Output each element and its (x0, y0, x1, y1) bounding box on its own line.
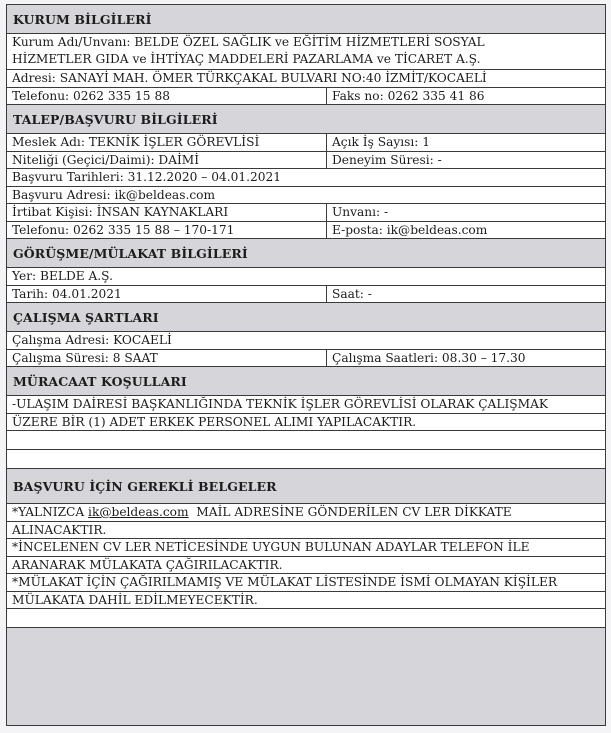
section-header-gorusme: GÖRÜŞME/MÜLAKAT BİLGİLERİ (7, 239, 605, 268)
job-posting-form (6, 4, 606, 726)
row-docs-line4 (7, 557, 605, 575)
section-header-muracaat: MÜRACAAT KOŞULLARI (7, 367, 605, 396)
row-job-name (7, 134, 605, 152)
row-work-address (7, 332, 605, 350)
row-docs-line6 (7, 592, 605, 610)
row-apply-address (7, 187, 605, 205)
row-interview-date (7, 286, 605, 304)
docs-line5: *MÜLAKAT İÇİN ÇAĞIRILMAMIŞ VE MÜLAKAT LİSTESİNDE İSMİ OLMAYAN KİŞİLER (12, 575, 558, 589)
job-nature: Niteliği (Geçici/Daimi): DAİMİ (7, 152, 327, 169)
section-header-talep: TALEP/BAŞVURU BİLGİLERİ (7, 105, 605, 134)
row-interview-place (7, 268, 605, 286)
conditions-line1: -ULAŞIM DAİRESİ BAŞKANLIĞINDA TEKNİK İŞLER GÖREVLİSİ OLARAK ÇALIŞMAK (12, 397, 548, 411)
interview-place: Yer: BELDE A.Ş. (12, 269, 113, 283)
experience: Deneyim Süresi: - (332, 152, 442, 167)
docs-line2: ALINACAKTIR. (12, 522, 107, 537)
row-empty (7, 431, 605, 450)
docs-line1 (7, 504, 605, 521)
row-conditions-line2 (7, 414, 605, 432)
institution-name-line1: Kurum Adı/Unvanı: BELDE ÖZEL SAĞLIK ve EĞİTİM HİZMETLERİ SOSYAL (12, 35, 485, 49)
row-contact (7, 204, 605, 222)
row-work-duration (7, 350, 605, 368)
row-conditions-line1 (7, 396, 605, 414)
interview-time: Saat: - (332, 286, 372, 301)
institution-phone: Telefonu: 0262 335 15 88 (7, 88, 327, 105)
open-positions: Açık İş Sayısı: 1 (332, 135, 431, 149)
work-hours: Çalışma Saatleri: 08.30 – 17.30 (332, 350, 526, 365)
contact-email: E-posta: ik@beldeas.com (332, 222, 488, 237)
work-duration: Çalışma Süresi: 8 SAAT (7, 350, 327, 367)
contact-title: Unvanı: - (332, 205, 389, 219)
row-phone-fax (7, 88, 605, 106)
application-address: Başvuru Adresi: ik@beldeas.com (12, 187, 216, 202)
row-contact-phone (7, 222, 605, 240)
row-empty (7, 450, 605, 469)
docs-line1-prefix: *YALNIZCA (12, 505, 89, 519)
footer-gray-strip (7, 628, 605, 725)
row-empty (7, 609, 605, 628)
job-name: Meslek Adı: TEKNİK İŞLER GÖREVLİSİ (7, 134, 327, 151)
institution-name (7, 34, 605, 69)
contact-phone: Telefonu: 0262 335 15 88 – 170-171 (7, 222, 327, 239)
row-docs-line3 (7, 539, 605, 557)
row-dates (7, 169, 605, 187)
institution-fax: Faks no: 0262 335 41 86 (332, 88, 485, 103)
section-header-kurum: KURUM BİLGİLERİ (7, 5, 605, 34)
row-institution-name (7, 34, 605, 70)
email-link[interactable]: ik@beldeas.com (88, 505, 189, 519)
section-header-belgeler: BAŞVURU İÇİN GEREKLİ BELGELER (7, 469, 605, 504)
institution-name-line2: HİZMETLER GIDA ve İHTİYAÇ MADDELERİ PAZARLAMA ve TİCARET A.Ş. (12, 51, 481, 66)
row-docs-line1 (7, 504, 605, 522)
institution-address: Adresi: SANAYİ MAH. ÖMER TÜRKÇAKAL BULVARI NO:40 İZMİT/KOCAELİ (12, 71, 487, 85)
row-docs-line5 (7, 574, 605, 592)
row-nature (7, 152, 605, 170)
docs-line4: ARANARAK MÜLAKATA ÇAĞIRILACAKTIR. (12, 557, 283, 572)
section-header-calisma: ÇALIŞMA ŞARTLARI (7, 303, 605, 332)
docs-line1-suffix: MAİL ADRESİNE GÖNDERİLEN CV LER DİKKATE (188, 505, 512, 519)
interview-date: Tarih: 04.01.2021 (7, 286, 327, 303)
work-address: Çalışma Adresi: KOCAELİ (12, 333, 172, 347)
row-institution-address (7, 70, 605, 88)
conditions-line2: ÜZERE BİR (1) ADET ERKEK PERSONEL ALIMI YAPILACAKTIR. (12, 414, 417, 429)
docs-line3: *İNCELENEN CV LER NETİCESİNDE UYGUN BULUNAN ADAYLAR TELEFON İLE (12, 540, 530, 554)
application-dates: Başvuru Tarihleri: 31.12.2020 – 04.01.2021 (12, 170, 281, 184)
row-docs-line2 (7, 522, 605, 540)
contact-person: İrtibat Kişisi: İNSAN KAYNAKLARI (7, 204, 327, 221)
docs-line6: MÜLAKATA DAHİL EDİLMEYECEKTİR. (12, 592, 258, 607)
